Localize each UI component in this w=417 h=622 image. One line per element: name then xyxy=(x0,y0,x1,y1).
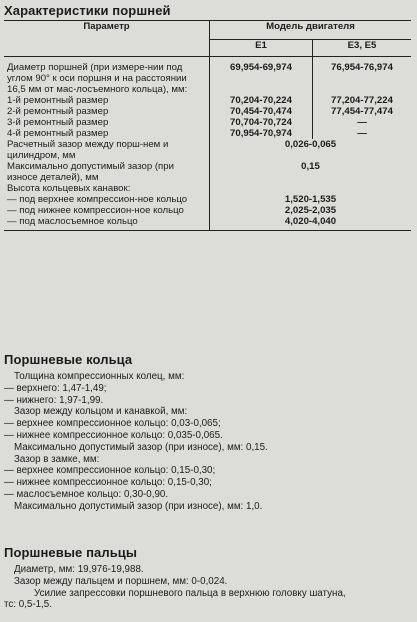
value-both: 0,026-0,065 xyxy=(284,139,337,150)
table-row xyxy=(4,117,411,128)
value-both: 1,520-1,535 xyxy=(284,194,337,205)
text-line: Усилие запрессовки поршневого пальца в верхнюю головку шатуна, xyxy=(34,587,346,599)
value-e3: — xyxy=(357,128,367,139)
row-label: 4-й ремонтный размер xyxy=(4,128,210,139)
table-row xyxy=(4,161,411,183)
value-both: 0,15 xyxy=(301,161,320,172)
text-line: тс: 0,5-1,5. xyxy=(4,599,52,611)
text-line: — нижнего: 1,97-1,99. xyxy=(4,394,104,406)
table-row xyxy=(4,216,411,231)
row-label: 2-й ремонтный размер xyxy=(4,106,210,117)
text-line: Зазор между пальцем и поршнем, мм: 0-0,024. xyxy=(14,575,228,587)
table-row xyxy=(4,205,411,216)
header-e3-e5: E3, E5 xyxy=(313,40,412,57)
value-both: 4,020-4,040 xyxy=(210,216,412,231)
value-e3: 77,454-77,474 xyxy=(331,106,393,117)
row-label: Высота кольцевых канавок: xyxy=(4,183,210,194)
header-engine-model: Модель двигателя xyxy=(210,21,412,40)
text-line: Зазор между кольцом и канавкой, мм: xyxy=(14,406,188,418)
header-e1: E1 xyxy=(210,40,313,57)
table-row xyxy=(4,106,411,117)
value-e1: 69,954-69,974 xyxy=(210,57,313,96)
table-row xyxy=(4,139,411,161)
row-label: Максимально допустимый зазор (при износе деталей), мм xyxy=(4,161,210,183)
row-label: 3-й ремонтный размер xyxy=(4,117,210,128)
value-e3: 77,204-77,224 xyxy=(331,95,393,106)
row-label: 1-й ремонтный размер xyxy=(4,95,210,106)
section-title-pins: Поршневые пальцы xyxy=(4,545,138,560)
text-line: — верхнее компрессионное кольцо: 0,15-0,30; xyxy=(4,465,216,477)
text-line: Диаметр, мм: 19,976-19,988. xyxy=(14,564,144,575)
value-e1: 70,454-70,474 xyxy=(210,106,313,117)
row-label: — под верхнее компрессион-ное кольцо xyxy=(4,194,210,205)
rings-text xyxy=(4,371,268,513)
piston-spec-table xyxy=(4,20,411,231)
text-line: — нижнее компрессионное кольцо: 0,035-0,065. xyxy=(4,429,223,441)
text-line: Толщина компрессионных колец, мм: xyxy=(14,371,185,382)
row-label: Диаметр поршней (при измере-нии под углом 90° к оси поршня и на расстоянии 16,5 мм от мас-лосъемного кольца), мм: xyxy=(4,57,210,96)
section-title-rings: Поршневые кольца xyxy=(4,352,133,367)
table-row xyxy=(4,128,411,139)
table-row xyxy=(4,183,411,194)
text-line: Максимально допустимый зазор (при износе), мм: 1,0. xyxy=(14,500,263,512)
pins-text xyxy=(4,564,346,611)
text-line: — верхнего: 1,47-1,49; xyxy=(4,382,107,394)
text-line: — нижнее компрессионное кольцо: 0,15-0,30; xyxy=(4,477,212,489)
header-parameter: Параметр xyxy=(4,21,210,57)
row-label: — под нижнее компрессион-ное кольцо xyxy=(4,205,210,216)
value-both: 2,025-2,035 xyxy=(284,205,337,216)
text-line: Максимально допустимый зазор (при износе), мм: 0,15. xyxy=(14,441,268,453)
value-e3: 76,954-76,974 xyxy=(331,62,393,73)
text-line: — верхнее компрессионное кольцо: 0,03-0,065; xyxy=(4,418,221,430)
table-row xyxy=(4,57,411,96)
value-e1: 70,704-70,724 xyxy=(210,117,313,128)
value-e3: — xyxy=(357,117,367,128)
row-label: — под маслосъемное кольцо xyxy=(4,216,210,231)
table-row xyxy=(4,95,411,106)
value-e1: 70,954-70,974 xyxy=(210,128,313,139)
value-e1: 70,204-70,224 xyxy=(210,95,313,106)
text-line: — маслосъемное кольцо: 0,30-0,90. xyxy=(4,488,169,500)
table-row xyxy=(4,194,411,205)
row-label: Расчетный зазор между порш-нем и цилиндром, мм xyxy=(4,139,210,161)
section-title-pistons: Характеристики поршней xyxy=(4,3,171,18)
value-both xyxy=(210,183,412,194)
text-line: Зазор в замке, мм: xyxy=(14,453,100,465)
